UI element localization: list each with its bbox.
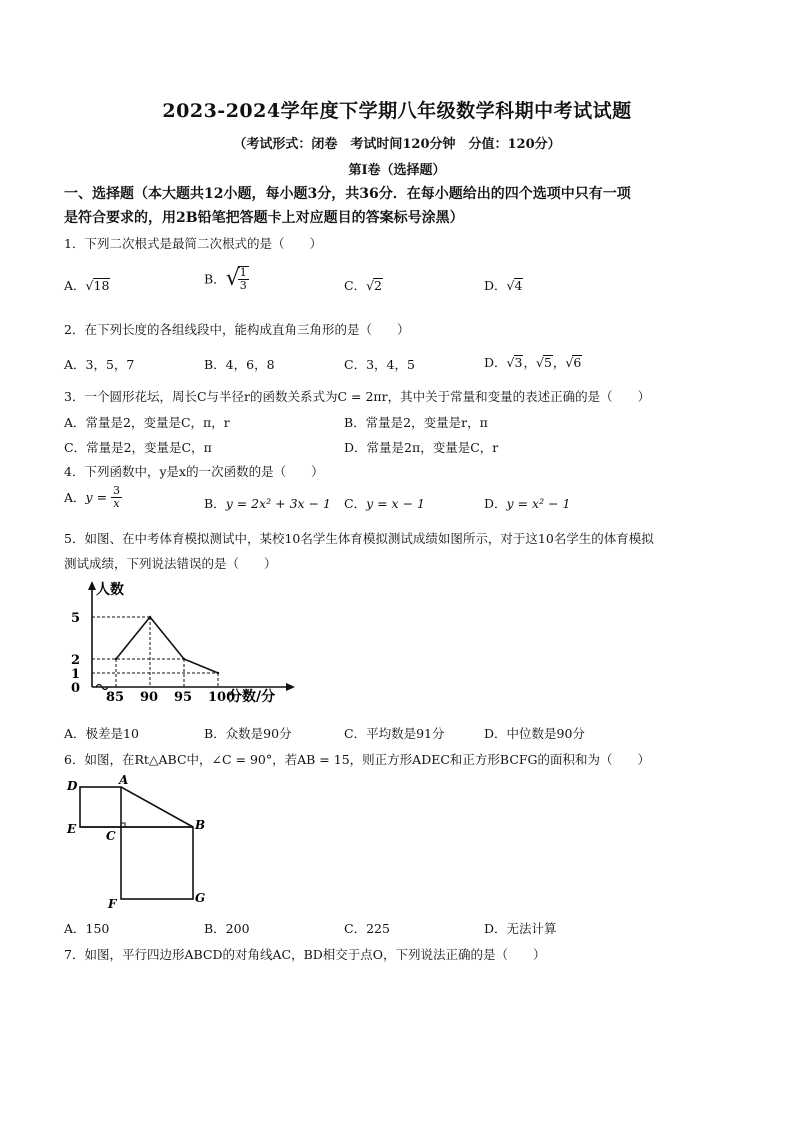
label-e: E (67, 822, 77, 836)
sqrt-sign: √ (366, 278, 375, 293)
q3-option-a: A．常量是2，变量是C，π，r (64, 415, 230, 430)
label-d: D (67, 779, 78, 793)
sqrt-sign: √ (506, 355, 515, 370)
x-tick-label: 100 (208, 690, 236, 705)
exam-subtitle: （考试形式：闭卷 考试时间120分钟 分值：120分） (233, 137, 561, 152)
q2-option-d-radicand-1: 3 (514, 355, 523, 370)
data-point (217, 672, 219, 674)
instructions-line-2: 是符合要求的，用2B铅笔把答题卡上对应题目的答案标号涂黑） (64, 210, 464, 226)
q6-squares-figure (60, 772, 220, 912)
sqrt-sign: √ (565, 355, 574, 370)
x-tick-label: 90 (140, 690, 159, 705)
q4-option-c-label: C． (344, 496, 367, 511)
y-tick-label: 5 (71, 611, 81, 626)
sqrt-sign: √ (506, 278, 515, 293)
q5-option-b: B．众数是90分 (204, 726, 292, 741)
fraction-denominator: 3 (239, 278, 247, 292)
q4-option-b-expr: y = 2x² + 3x − 1 (225, 496, 331, 511)
hypotenuse-ab (121, 787, 193, 827)
q4-option-a-lhs: y = (85, 489, 112, 505)
q2-option-d-label: D． (484, 355, 507, 370)
q4-option-a-fraction (111, 485, 122, 509)
label-a: A (119, 773, 129, 787)
q3-option-c: C．常量是2，变量是C，π (64, 440, 212, 455)
q6-option-c: C．225 (344, 921, 390, 936)
instructions-line-1: 一、选择题（本大题共12小题，每小题3分，共36分．在每小题给出的四个选项中只有一项 (64, 186, 631, 202)
q5-line-chart (60, 578, 320, 710)
question-7-stem: 7．如图，平行四边形ABCD的对角线AC，BD相交于点O，下列说法正确的是（ ） (64, 947, 546, 962)
q4-option-c-expr: y = x − 1 (366, 496, 425, 511)
q6-option-b: B．200 (204, 921, 250, 936)
q1-option-c (344, 276, 383, 294)
q1-option-c-label: C． (344, 278, 367, 293)
q4-option-d-label: D． (484, 496, 507, 511)
question-1-stem: 1．下列二次根式是最简二次根式的是（ ） (64, 236, 322, 251)
separator: ， (523, 355, 536, 370)
q5-option-c: C．平均数是91分 (344, 726, 445, 741)
q1-option-b-label: B． (204, 271, 226, 287)
sqrt-sign: √ (535, 355, 544, 370)
y-tick-label: 2 (71, 653, 81, 668)
label-g: G (195, 891, 206, 905)
data-point (149, 616, 151, 618)
q1-option-d (484, 276, 523, 294)
question-2-stem: 2．在下列长度的各组线段中，能构成直角三角形的是（ ） (64, 322, 410, 337)
q3-option-b: B．常量是2，变量是r，π (344, 415, 488, 430)
q1-option-a-radicand: 18 (93, 278, 110, 293)
label-b: B (195, 818, 206, 832)
q5-option-d: D．中位数是90分 (484, 726, 585, 741)
question-5-stem-line-2: 测试成绩，下列说法错误的是（ ） (64, 556, 277, 571)
q2-option-b: B．4，6，8 (204, 357, 275, 372)
series-line (116, 617, 218, 673)
y-axis-label: 人数 (96, 582, 124, 598)
question-6-stem: 6．如图，在Rt△ABC中，∠C = 90°，若AB = 15，则正方形ADEC和正方形BCFG的面积和为（ ） (64, 752, 651, 767)
x-tick-label: 85 (106, 690, 125, 705)
q1-option-b-fraction (238, 266, 249, 291)
q6-option-a: A．150 (64, 921, 110, 936)
q2-option-c: C．3，4，5 (344, 357, 415, 372)
sqrt-sign: √ (225, 266, 240, 292)
q5-option-a: A．极差是10 (64, 726, 139, 741)
separator: ， (552, 355, 566, 370)
y-axis-arrow (88, 581, 96, 590)
y-tick-label: 1 (71, 667, 81, 682)
q4-option-b (204, 494, 331, 512)
q1-option-d-radicand: 4 (514, 278, 523, 293)
sqrt-sign: √ (85, 278, 94, 293)
q1-option-a-label: A． (64, 278, 86, 293)
exam-title: 2023-2024学年度下学期八年级数学科期中考试试题 (162, 100, 632, 122)
section-heading: 第Ⅰ卷（选择题） (348, 163, 446, 178)
q1-option-d-label: D． (484, 278, 507, 293)
x-tick-label: 95 (174, 690, 193, 705)
question-5-stem-line-1: 5．如图、在中考体育模拟测试中，某校10名学生体育模拟测试成绩如图所示，对于这10名学生的体育模拟 (64, 531, 654, 546)
q2-option-d-radicand-2: 5 (543, 355, 552, 370)
fraction-denominator: x (113, 496, 120, 510)
data-point (183, 658, 185, 660)
q4-option-a-label: A． (64, 490, 86, 506)
q6-option-d: D．无法计算 (484, 921, 557, 936)
x-axis-arrow (286, 683, 295, 691)
q4-option-b-label: B． (204, 496, 226, 511)
label-f: F (108, 897, 117, 911)
fraction-numerator: 1 (239, 266, 247, 279)
data-point (115, 658, 117, 660)
q4-option-d (484, 494, 570, 512)
square-bcfg (121, 827, 193, 899)
q2-option-d-radicand-3: 6 (573, 355, 582, 370)
q1-option-b (204, 266, 249, 291)
q2-option-d (484, 353, 582, 371)
fraction-numerator: 3 (113, 484, 121, 497)
label-c: C (106, 829, 116, 843)
q1-option-c-radicand: 2 (374, 278, 382, 293)
chart-layer (71, 581, 295, 705)
question-4-stem: 4．下列函数中，y是x的一次函数的是（ ） (64, 464, 324, 479)
y-tick-label: 0 (71, 681, 81, 696)
question-3-stem: 3．一个圆形花坛，周长C与半径r的函数关系式为C = 2πr，其中关于常量和变量的表述正确的是（ ） (64, 389, 651, 404)
q2-option-a: A．3，5，7 (64, 357, 135, 372)
q3-option-d: D．常量是2π，变量是C，r (344, 440, 499, 455)
q1-option-a (64, 276, 110, 294)
q4-option-a (64, 485, 122, 509)
q4-option-d-expr: y = x² − 1 (506, 496, 571, 511)
square-adec (80, 787, 121, 827)
q4-option-c (344, 494, 425, 512)
x-axis-label: 分数/分 (228, 689, 276, 705)
